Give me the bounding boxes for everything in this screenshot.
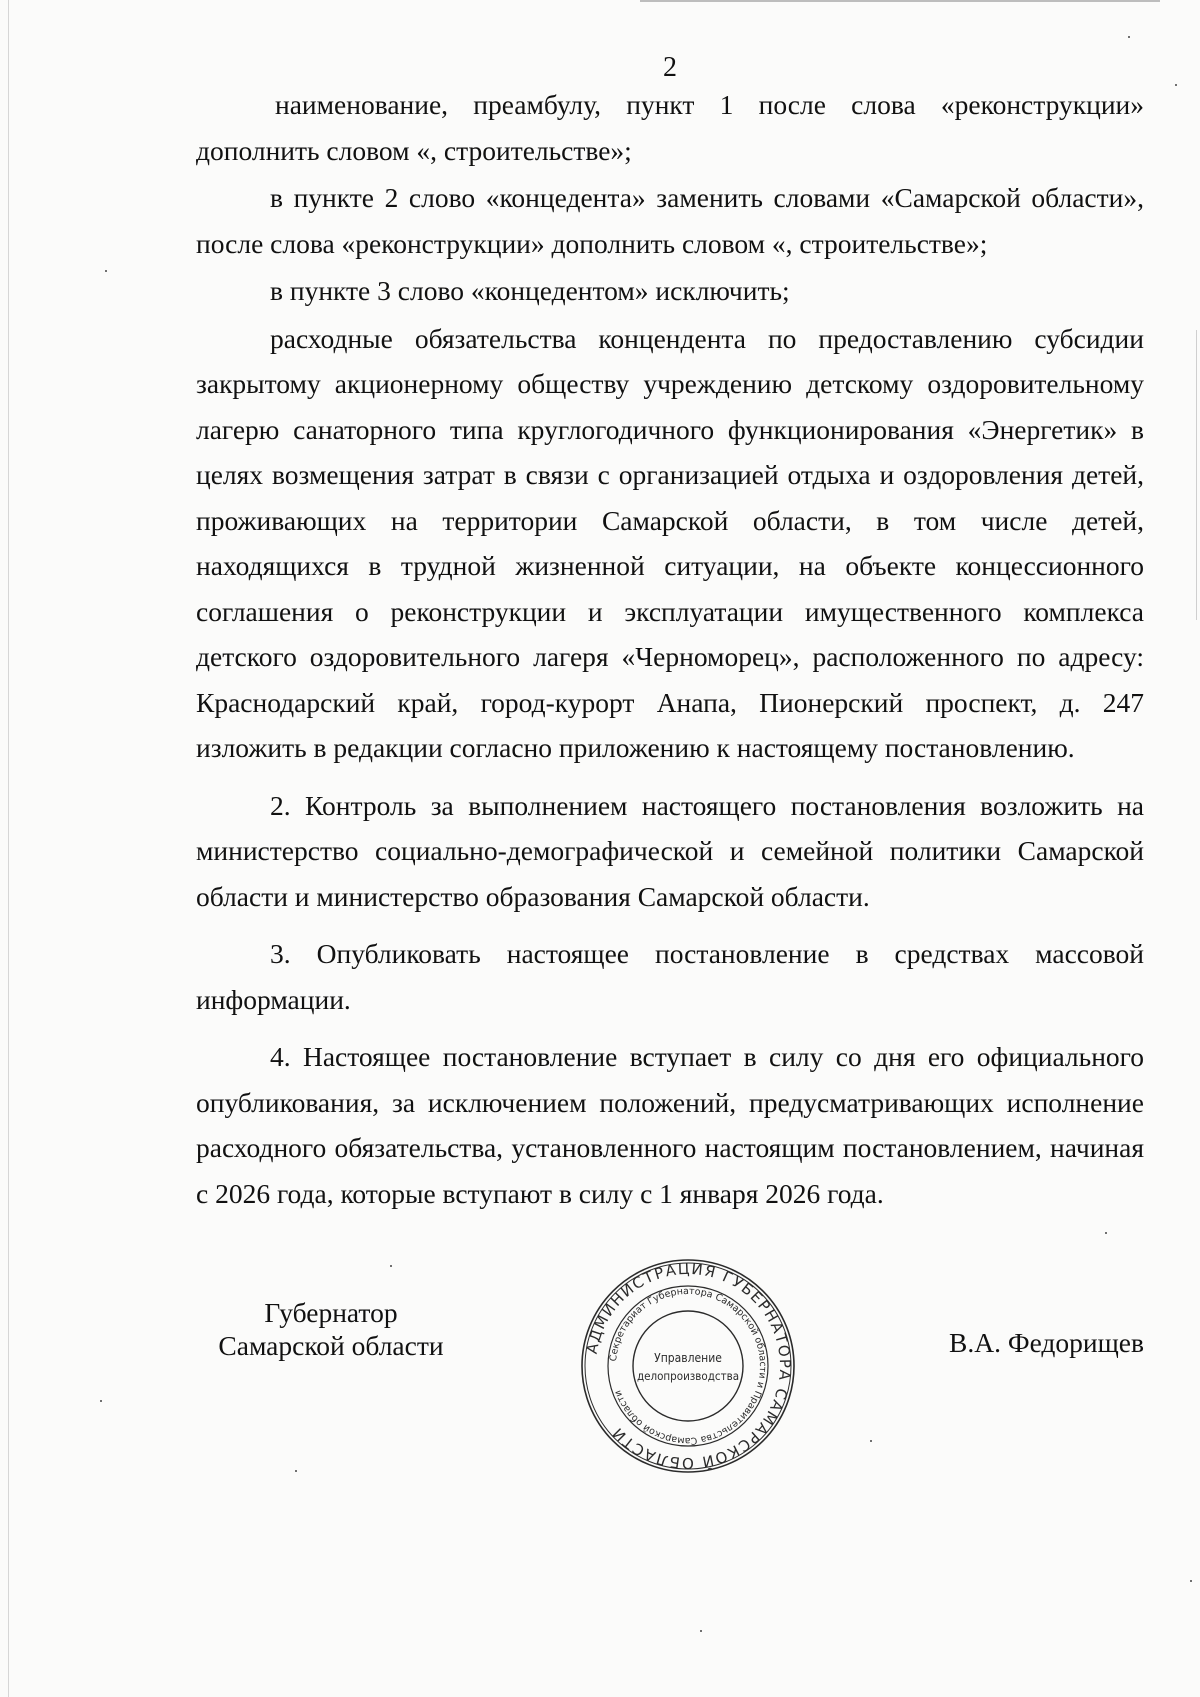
page-number: 2 — [663, 52, 677, 83]
signatory-title — [196, 1296, 466, 1362]
paragraph-control: 2. Контроль за выполнением настоящего постановления возложить на министерство социально-демографической и семейной политики Самарской области и министерство образования Самарской области. — [196, 789, 1144, 912]
seal-center-line1: Управление — [654, 1351, 722, 1365]
scan-edge-left — [8, 0, 9, 1697]
scan-edge-right — [1196, 330, 1197, 620]
paragraph-effective-date: 4. Настоящее постановление вступает в силу со дня его официального опубликования, за исключением положений, предусматривающих исполнение расходного обязательства, установленного настоящим постановлением, начиная с 2026 года, которые вступают в силу с 1 января 2026 года. — [196, 1041, 1144, 1209]
paragraph-publish: 3. Опубликовать настоящее постановление в средствах массовой информации. — [196, 938, 1144, 1015]
scan-speck — [100, 1400, 102, 1402]
svg-text:Секретариат Губернатора Самарс — [608, 1286, 768, 1446]
signatory-title-line1: Губернатор — [264, 1297, 398, 1328]
scan-border-line — [640, 0, 1160, 2]
paragraph-amend-item-3: в пункте 3 слово «концедентом» исключить; — [270, 275, 790, 306]
seal-inner-text: Секретариат Губернатора Самарской области и Правительства Самарской области — [608, 1285, 769, 1447]
scan-speck — [1175, 84, 1177, 86]
seal-outer-text: АДМИНИСТРАЦИЯ ГУБЕРНАТОРА САМАРСКОЙ ОБЛАСТИ — [582, 1259, 795, 1473]
paragraph-amend-title: наименование, преамбулу, пункт 1 после слова «реконструкции» дополнить словом «, строительстве»; — [196, 89, 1144, 166]
scan-speck — [700, 1630, 702, 1632]
document-body — [196, 82, 1144, 1216]
scan-speck — [1128, 36, 1130, 38]
signature-block — [196, 1259, 1144, 1496]
seal-center-line2: делопроизводства — [636, 1369, 740, 1383]
scan-speck — [390, 1265, 392, 1267]
paragraph-expenditure: расходные обязательства концендента по предоставлению субсидии закрытому акционерному обществу учреждению детскому оздоровительному лагерю санаторного типа круглогодичного функционирования «Энергетик» в целях возмещения затрат в связи с организацией отдыха и оздоровления детей, проживающих на территории Самарской области, в том числе детей, находящихся в трудной жизненной ситуации, на объекте концессионного соглашения о реконструкции и эксплуатации имущественного комплекса детского оздоровительного лагеря «Черноморец», расположенного по адресу: Краснодарский край, город-курорт Анапа, Пионерский проспект, д. 247 изложить в редакции согласно приложению к настоящему постановлению. — [196, 322, 1144, 763]
scan-speck — [295, 1470, 297, 1472]
signatory-name: В.А. Федорищев — [949, 1327, 1144, 1358]
official-seal-stamp — [578, 1256, 798, 1476]
scan-speck — [1105, 1232, 1107, 1234]
scan-speck — [1190, 1580, 1192, 1582]
signatory-title-line2: Самарской области — [218, 1330, 444, 1361]
paragraph-amend-item-2: в пункте 2 слово «концедента» заменить словами «Самарской области», после слова «реконструкции» дополнить словом «, строительстве»; — [196, 182, 1144, 259]
scan-speck — [105, 270, 107, 272]
scan-speck — [870, 1440, 872, 1442]
